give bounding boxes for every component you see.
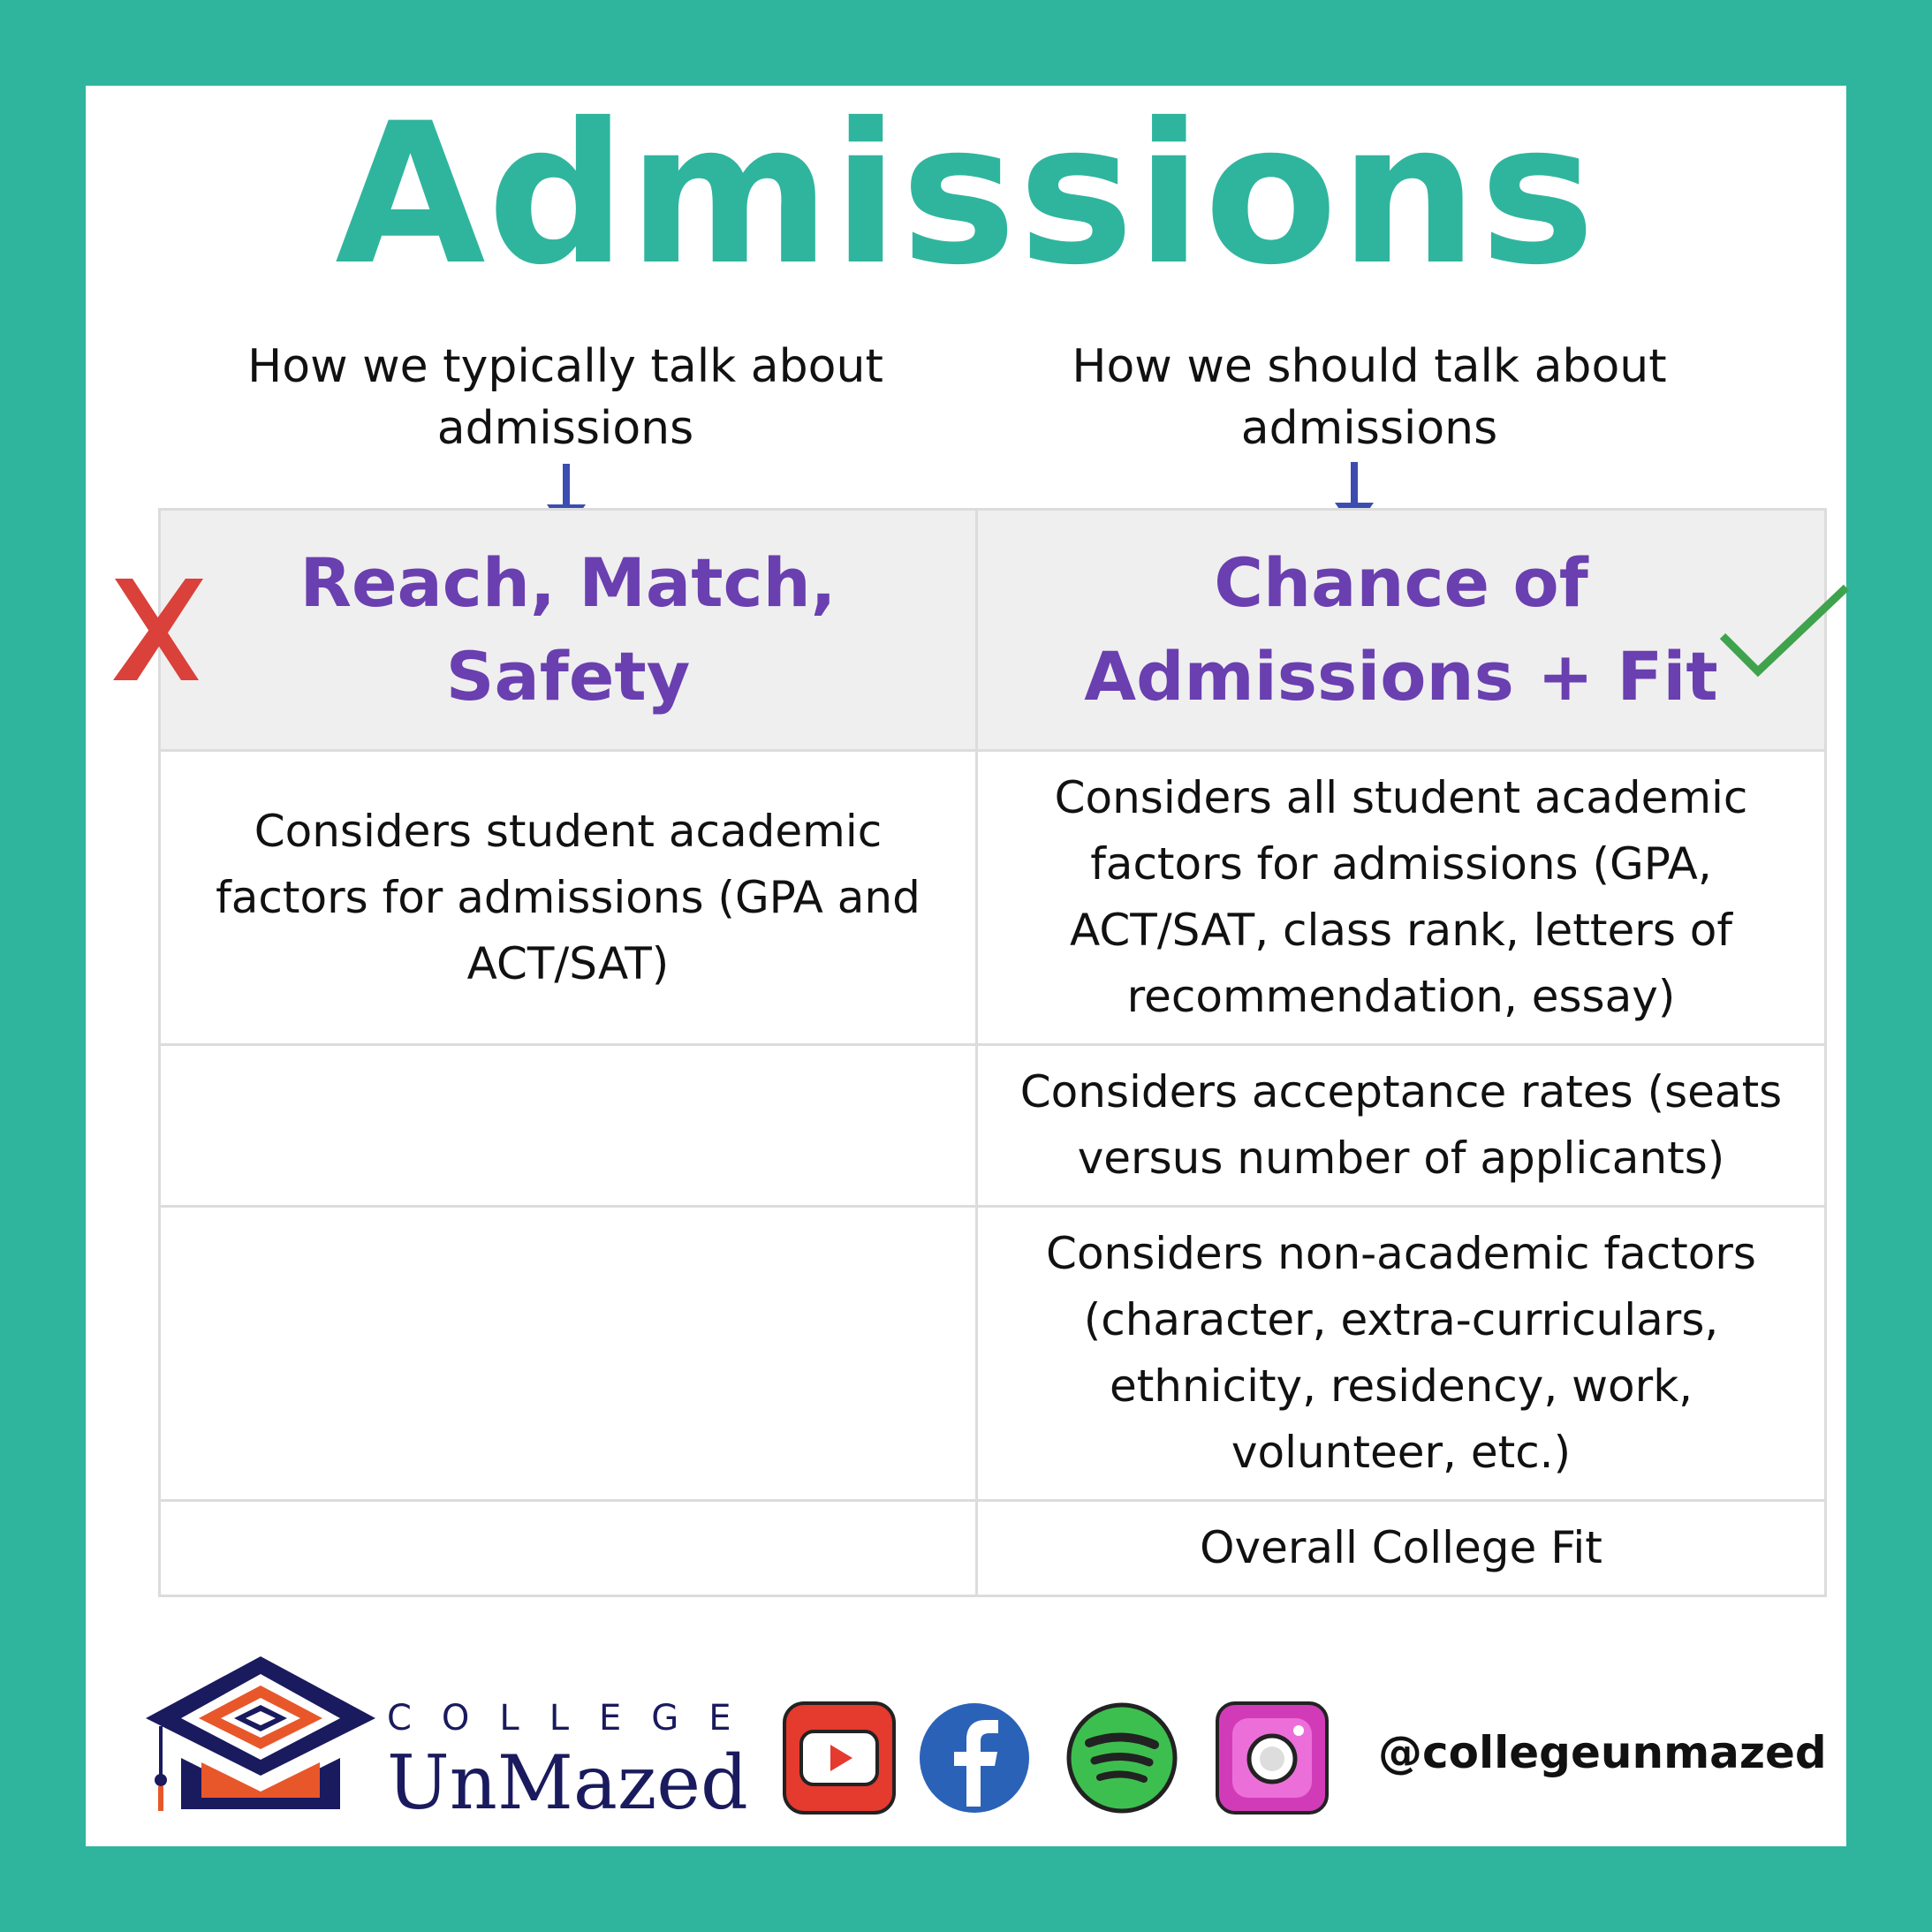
table-header-row (160, 510, 1826, 751)
x-icon (106, 574, 208, 685)
table-cell-left (160, 1045, 977, 1207)
table-cell-right: Overall College Fit (977, 1501, 1826, 1596)
table-cell-left (160, 1501, 977, 1596)
youtube-icon[interactable] (782, 1701, 897, 1815)
college-unmazed-logo-icon (141, 1652, 380, 1820)
page-title: Admissions (335, 81, 1597, 307)
table-cell-right: Considers all student academic factors for admissions (GPA, ACT/SAT, class rank, letters of recommendation, essay) (977, 751, 1826, 1045)
table-cell-left (160, 1207, 977, 1501)
social-handle: @collegeunmazed (1378, 1727, 1827, 1778)
subheading-typical: How we typically talk about admissions (247, 340, 883, 455)
facebook-icon[interactable] (917, 1701, 1032, 1815)
table-row (160, 1045, 1826, 1207)
table-cell-left: Considers student academic factors for admissions (GPA and ACT/SAT) (160, 751, 977, 1045)
instagram-icon[interactable] (1215, 1701, 1330, 1815)
header-reach-match-safety: Reach, Match, Safety (160, 510, 977, 751)
spotify-icon[interactable] (1064, 1701, 1179, 1815)
table-row (160, 751, 1826, 1045)
table-row (160, 1501, 1826, 1596)
logo-text-unmazed: UnMazed (387, 1739, 748, 1826)
subheading-should: How we should talk about admissions (1072, 340, 1667, 455)
table-row (160, 1207, 1826, 1501)
comparison-table (158, 508, 1827, 1597)
logo-text-college: COLLEGE (387, 1698, 761, 1739)
header-chance-of-admissions-fit: Chance of Admissions + Fit (977, 510, 1826, 751)
table-cell-right: Considers acceptance rates (seats versus number of applicants) (977, 1045, 1826, 1207)
table-cell-right: Considers non-academic factors (character, extra-curriculars, ethnicity, residency, work, volunteer, etc.) (977, 1207, 1826, 1501)
checkmark-icon (1718, 583, 1851, 680)
